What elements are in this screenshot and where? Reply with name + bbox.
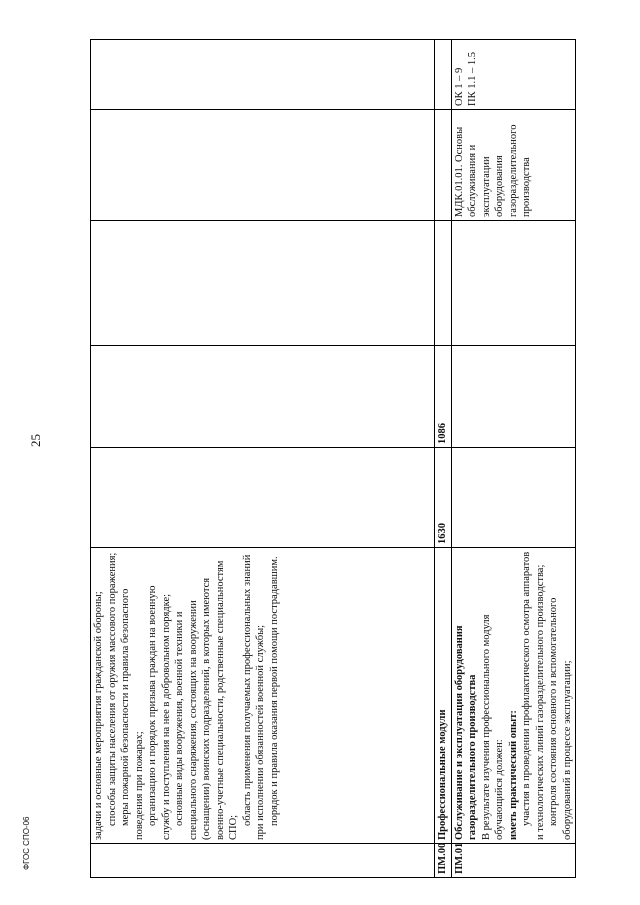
content-cell — [91, 548, 435, 844]
competency: ОК 1 – 9 — [453, 67, 465, 106]
mdk-cell — [91, 110, 435, 221]
hours-value: 1086 — [435, 346, 452, 448]
content-line: порядок и правила оказания первой помощи пострадавшим. — [268, 556, 280, 826]
empty-cell — [91, 221, 435, 346]
content-line: организацию и порядок призыва граждан на военную службу и поступления на нее в добровольном порядке; — [147, 585, 172, 840]
empty-cell — [435, 40, 452, 110]
mdk-cell: МДК.01.01. Основы обслуживания и эксплуатации оборудования газоразделительного производства — [451, 110, 576, 221]
content-line: способы защиты населения от оружия массового поражения; — [106, 552, 118, 826]
module-title: Обслуживание и эксплуатация оборудования газоразделительного производства — [453, 625, 478, 840]
practice-item: участия в проведении профилактического осмотра аппаратов и технологических линий газоразделительного производства; — [521, 551, 546, 840]
total-hours-cell — [91, 448, 435, 548]
empty-cell — [435, 110, 452, 221]
competencies-cell — [451, 40, 576, 110]
content-cell — [451, 548, 576, 844]
footer-code: ФГОС СПО-06 — [22, 816, 31, 870]
hours-cell — [91, 346, 435, 448]
table-row — [451, 40, 576, 878]
empty-cell — [451, 448, 576, 548]
content-line: задачи и основные мероприятия гражданской обороны; — [93, 591, 104, 840]
competencies-cell — [91, 40, 435, 110]
empty-cell — [435, 221, 452, 346]
module-intro: В результате изучения профессионального модуля обучающийся должен: — [480, 614, 505, 840]
content-line: основные виды вооружения, военной техники и специального снаряжения, состоящих на вооружении (оснащении) воинских подразделений, в которых имеются военно-учетные специальности, родственные специальностям СПО; — [174, 560, 239, 840]
module-code: ПМ.01 — [451, 844, 576, 878]
code-cell — [91, 844, 435, 878]
competency: ПК 1.1 – 1.5 — [467, 52, 478, 106]
content-line: область применения получаемых профессиональных знаний при исполнении обязанностей военной службы; — [241, 554, 266, 840]
curriculum-table-rotated — [90, 40, 573, 878]
module-code: ПМ.00 — [435, 844, 452, 878]
content-line: меры пожарной безопасности и правила безопасного поведения при пожарах; — [120, 588, 145, 840]
practice-heading: иметь практический опыт: — [507, 710, 519, 840]
module-title: Профессиональные модули — [435, 548, 452, 844]
table-row — [435, 40, 452, 878]
curriculum-table — [90, 39, 576, 878]
empty-cell — [451, 346, 576, 448]
table-row — [91, 40, 435, 878]
page-number: 25 — [28, 434, 43, 447]
practice-item: контроля состояния основного и вспомогательного оборудований в процессе эксплуатации; — [548, 597, 573, 840]
empty-cell — [451, 221, 576, 346]
total-hours: 1630 — [435, 448, 452, 548]
